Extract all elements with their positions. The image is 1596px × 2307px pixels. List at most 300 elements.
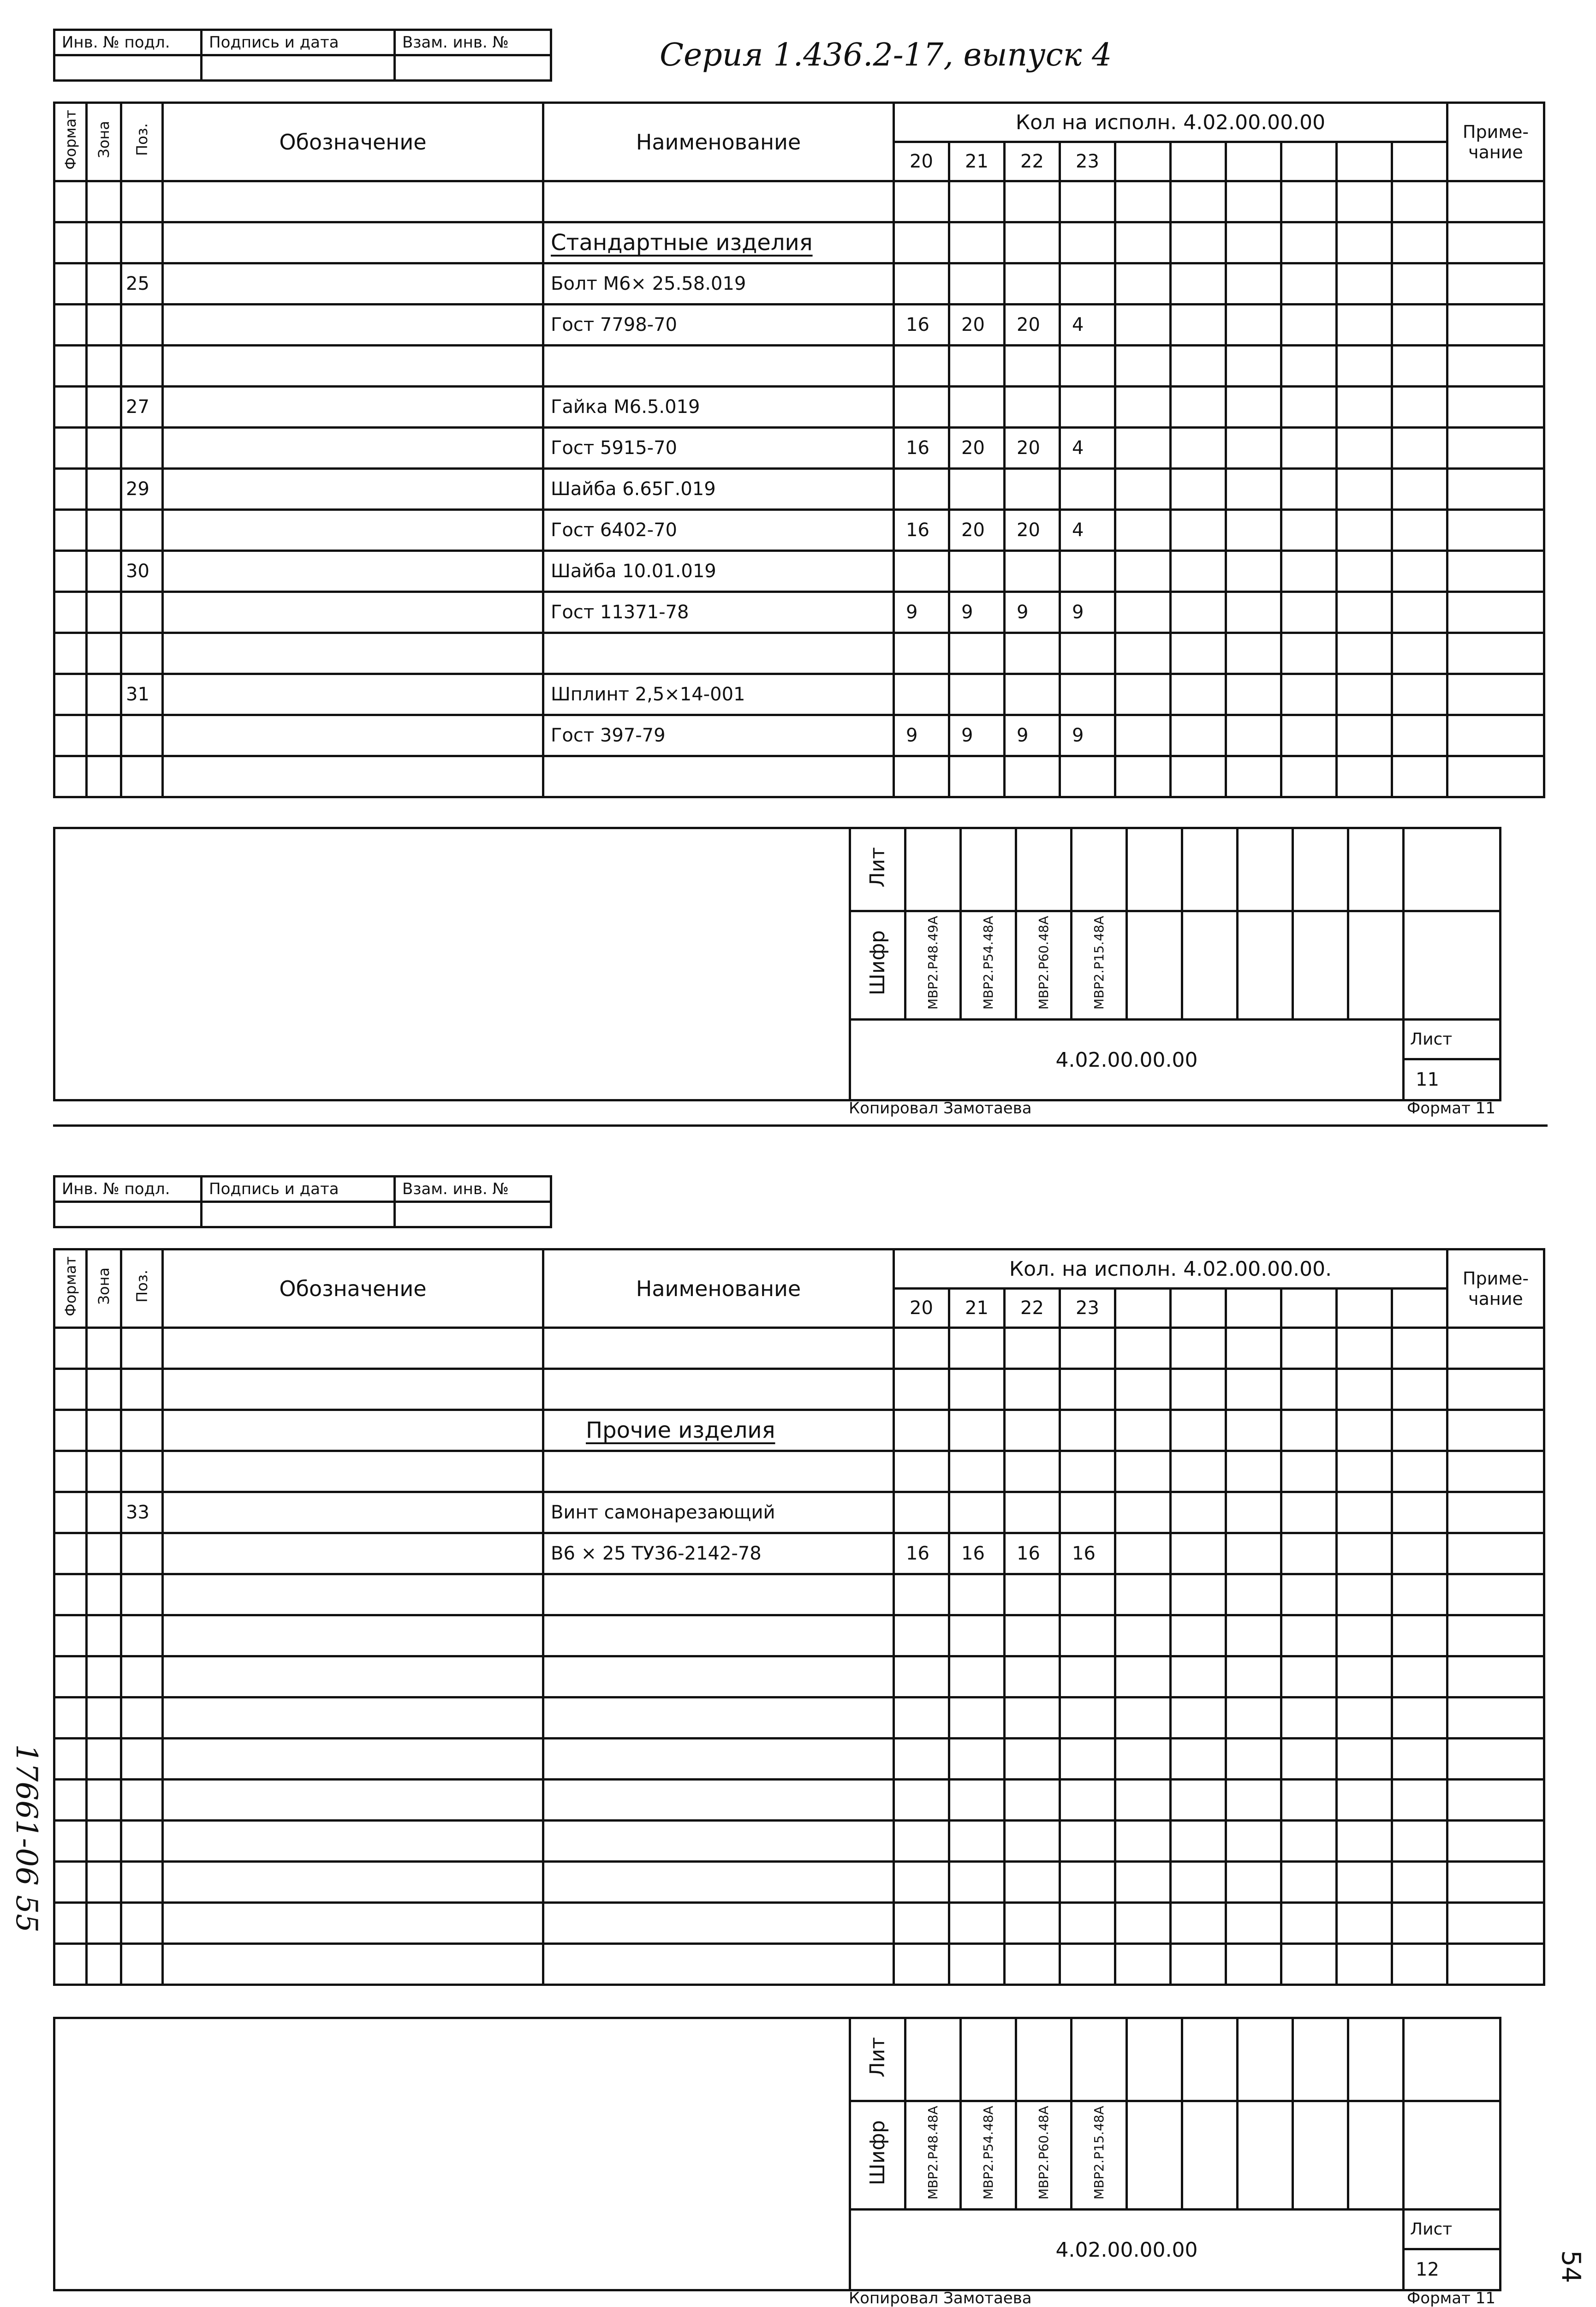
list-label: Лист — [1405, 1021, 1499, 1060]
row-cell — [54, 592, 87, 633]
row-cell — [1447, 222, 1544, 263]
row-cell — [54, 305, 87, 346]
row-cell — [163, 674, 543, 715]
row-cell — [1337, 1780, 1392, 1821]
row-cell — [87, 1492, 121, 1533]
row-cell — [1171, 592, 1226, 633]
lit-cell — [1293, 828, 1348, 911]
row-cell — [1392, 1656, 1447, 1697]
row-cell — [163, 1821, 543, 1862]
row-pos — [121, 1697, 163, 1739]
row-cell — [87, 592, 121, 633]
section-title: Стандартные изделия — [551, 230, 813, 256]
shifr-code — [1182, 2101, 1238, 2210]
row-cell — [1171, 469, 1226, 510]
variant-header — [1226, 142, 1281, 181]
row-cell — [1281, 305, 1337, 346]
row-name: Гост 6402-70 — [543, 510, 894, 551]
row-qty: 16 — [949, 1533, 1005, 1574]
row-name — [543, 1656, 894, 1697]
row-cell — [1115, 1862, 1171, 1903]
shifr-text: Шифр — [866, 2120, 889, 2186]
row-qty — [894, 1492, 949, 1533]
row-cell — [1115, 1780, 1171, 1821]
row-cell — [1337, 1821, 1392, 1862]
row-pos — [121, 1862, 163, 1903]
row-cell — [1171, 1697, 1226, 1739]
row-cell — [54, 1451, 87, 1492]
variant-header: 22 — [1005, 1289, 1060, 1328]
stamp-label: Инв. № подл. — [54, 30, 202, 55]
shifr-code — [1238, 2101, 1293, 2210]
row-name: Шайба 10.01.019 — [543, 551, 894, 592]
row-cell — [54, 1903, 87, 1944]
lit-text: Лит — [866, 847, 889, 888]
row-cell — [54, 756, 87, 797]
row-cell — [1226, 1739, 1281, 1780]
row-pos: 25 — [121, 263, 163, 305]
table-row — [54, 1903, 1544, 1944]
row-cell — [54, 551, 87, 592]
variant-header: 20 — [894, 142, 949, 181]
header-zone-text: Зона — [95, 121, 113, 158]
row-cell — [54, 181, 87, 222]
list-label: Лист — [1405, 2211, 1499, 2250]
row-cell — [1281, 674, 1337, 715]
row-cell — [1281, 469, 1337, 510]
lit-cell — [905, 2018, 961, 2101]
row-pos — [121, 1533, 163, 1574]
row-cell — [163, 1410, 543, 1451]
row-cell — [1337, 1656, 1392, 1697]
variant-header: 21 — [949, 142, 1005, 181]
stamp-label: Инв. № подл. — [54, 1177, 202, 1202]
row-cell — [1337, 592, 1392, 633]
row-pos — [121, 346, 163, 387]
row-qty — [949, 1451, 1005, 1492]
row-cell — [87, 1862, 121, 1903]
row-cell — [1115, 1410, 1171, 1451]
row-qty — [1060, 1739, 1115, 1780]
row-name — [543, 1697, 894, 1739]
stamp-cell — [54, 55, 202, 81]
row-qty: 9 — [1005, 715, 1060, 756]
row-qty — [894, 674, 949, 715]
row-name — [543, 1410, 894, 1451]
variant-header: 21 — [949, 1289, 1005, 1328]
row-cell — [54, 715, 87, 756]
lit-label — [850, 2018, 905, 2101]
row-pos — [121, 181, 163, 222]
table-row — [54, 510, 1544, 551]
row-qty — [1060, 1615, 1115, 1656]
row-name — [543, 1862, 894, 1903]
row-pos: 29 — [121, 469, 163, 510]
row-cell — [1392, 1615, 1447, 1656]
row-cell — [54, 222, 87, 263]
row-qty — [1060, 1903, 1115, 1944]
row-qty: 9 — [1060, 715, 1115, 756]
row-qty — [949, 222, 1005, 263]
row-cell — [1337, 469, 1392, 510]
row-qty: 20 — [1005, 510, 1060, 551]
row-cell — [1392, 1410, 1447, 1451]
row-cell — [1392, 1492, 1447, 1533]
row-cell — [1281, 551, 1337, 592]
row-pos — [121, 1944, 163, 1985]
section-title: Прочие изделия — [586, 1417, 775, 1443]
row-qty — [1060, 181, 1115, 222]
row-qty — [894, 1451, 949, 1492]
lit-cell — [1127, 828, 1182, 911]
row-name: Гост 11371-78 — [543, 592, 894, 633]
row-qty: 16 — [894, 510, 949, 551]
row-name — [543, 346, 894, 387]
row-qty — [1060, 387, 1115, 428]
row-cell — [163, 1739, 543, 1780]
row-cell — [163, 1328, 543, 1369]
row-qty — [1005, 263, 1060, 305]
series-title: Серия 1.436.2-17, выпуск 4 — [660, 37, 1112, 73]
row-qty — [1005, 1862, 1060, 1903]
row-cell — [1281, 1821, 1337, 1862]
row-name — [543, 1615, 894, 1656]
row-cell — [1392, 756, 1447, 797]
row-cell — [1281, 1862, 1337, 1903]
row-qty — [894, 263, 949, 305]
row-cell — [1447, 1697, 1544, 1739]
row-cell — [1337, 1410, 1392, 1451]
row-qty: 4 — [1060, 305, 1115, 346]
row-cell — [1171, 181, 1226, 222]
row-cell — [1392, 387, 1447, 428]
row-cell — [163, 1780, 543, 1821]
table-row — [54, 1862, 1544, 1903]
row-pos — [121, 1328, 163, 1369]
row-cell — [1447, 1369, 1544, 1410]
row-cell — [1281, 592, 1337, 633]
row-qty: 9 — [1060, 592, 1115, 633]
row-cell — [87, 1410, 121, 1451]
shifr-code — [1182, 911, 1238, 1020]
row-cell — [1226, 1656, 1281, 1697]
doc-number: 4.02.00.00.00 — [850, 2210, 1404, 2290]
row-cell — [163, 510, 543, 551]
row-qty — [949, 469, 1005, 510]
row-qty — [894, 1903, 949, 1944]
lit-text: Лит — [866, 2037, 889, 2078]
row-qty — [1005, 1739, 1060, 1780]
row-cell — [1115, 1615, 1171, 1656]
table-row — [54, 1492, 1544, 1533]
row-cell — [87, 263, 121, 305]
lit-cell — [1293, 2018, 1348, 2101]
variant-header — [1171, 142, 1226, 181]
row-qty: 9 — [894, 592, 949, 633]
row-cell — [1115, 305, 1171, 346]
row-cell — [1281, 1656, 1337, 1697]
row-cell — [1226, 1328, 1281, 1369]
row-qty: 4 — [1060, 428, 1115, 469]
row-cell — [1447, 551, 1544, 592]
row-cell — [1226, 428, 1281, 469]
row-cell — [1447, 181, 1544, 222]
variant-header — [1115, 142, 1171, 181]
header-note: Приме- чание — [1447, 103, 1544, 181]
list-cell — [1404, 2210, 1501, 2290]
row-qty: 20 — [949, 305, 1005, 346]
row-cell — [1171, 715, 1226, 756]
row-qty — [1005, 1492, 1060, 1533]
row-cell — [1171, 387, 1226, 428]
row-cell — [87, 222, 121, 263]
row-cell — [1115, 756, 1171, 797]
row-cell — [1392, 715, 1447, 756]
row-qty — [894, 222, 949, 263]
row-pos — [121, 1656, 163, 1697]
row-cell — [1226, 222, 1281, 263]
variant-header — [1281, 1289, 1337, 1328]
row-qty — [949, 387, 1005, 428]
table-row — [54, 387, 1544, 428]
row-cell — [1447, 1656, 1544, 1697]
row-cell — [163, 1533, 543, 1574]
row-qty — [894, 1739, 949, 1780]
row-qty — [894, 1780, 949, 1821]
row-name: Гост 5915-70 — [543, 428, 894, 469]
row-cell — [1392, 1903, 1447, 1944]
table-row — [54, 1780, 1544, 1821]
header-qty: Кол на исполн. 4.02.00.00.00 — [894, 103, 1447, 142]
row-cell — [1226, 674, 1281, 715]
row-cell — [1171, 1862, 1226, 1903]
row-qty — [949, 263, 1005, 305]
header-format-text: Формат — [61, 109, 79, 170]
shifr-text: Шифр — [866, 930, 889, 996]
row-cell — [87, 1369, 121, 1410]
row-cell — [1281, 1944, 1337, 1985]
row-cell — [163, 181, 543, 222]
row-cell — [1281, 346, 1337, 387]
row-name: В6 × 25 ТУ36-2142-78 — [543, 1533, 894, 1574]
page-corner-number: 54 — [1556, 2250, 1586, 2283]
row-cell — [1281, 1369, 1337, 1410]
row-cell — [1337, 346, 1392, 387]
lit-cell — [961, 2018, 1016, 2101]
row-qty — [1005, 1780, 1060, 1821]
shifr-label — [850, 2101, 905, 2210]
row-pos — [121, 222, 163, 263]
row-qty — [1005, 1821, 1060, 1862]
row-cell — [1392, 1780, 1447, 1821]
row-cell — [1337, 1533, 1392, 1574]
row-cell — [1281, 633, 1337, 674]
row-cell — [1337, 756, 1392, 797]
row-cell — [1171, 551, 1226, 592]
row-cell — [1392, 222, 1447, 263]
stamp-cell — [54, 1202, 202, 1227]
row-cell — [1115, 1739, 1171, 1780]
row-cell — [54, 263, 87, 305]
row-cell — [163, 715, 543, 756]
row-cell — [1392, 551, 1447, 592]
row-name — [543, 1451, 894, 1492]
row-cell — [1281, 510, 1337, 551]
sheet-divider — [53, 1124, 1548, 1127]
row-cell — [1115, 263, 1171, 305]
lit-cell — [1182, 2018, 1238, 2101]
row-cell — [1337, 1739, 1392, 1780]
row-qty — [894, 1369, 949, 1410]
row-cell — [1226, 1862, 1281, 1903]
stamp-cell — [202, 1202, 395, 1227]
row-qty — [1060, 1451, 1115, 1492]
shifr-code — [1127, 2101, 1182, 2210]
row-pos — [121, 633, 163, 674]
row-cell — [1281, 715, 1337, 756]
row-cell — [1392, 1451, 1447, 1492]
row-name: Гост 7798-70 — [543, 305, 894, 346]
row-cell — [1447, 1944, 1544, 1985]
stamp-cell — [395, 1202, 551, 1227]
table-row — [54, 1821, 1544, 1862]
title-block — [53, 827, 1501, 1101]
row-cell — [1171, 633, 1226, 674]
row-cell — [163, 1615, 543, 1656]
row-cell — [1447, 1780, 1544, 1821]
copied-by: Копировал Замотаева — [849, 1099, 1032, 1118]
row-cell — [163, 1451, 543, 1492]
row-qty — [1060, 674, 1115, 715]
header-format — [54, 1249, 87, 1328]
row-cell — [1337, 1862, 1392, 1903]
row-cell — [87, 551, 121, 592]
row-pos — [121, 1780, 163, 1821]
row-cell — [1392, 592, 1447, 633]
table-row — [54, 1697, 1544, 1739]
row-cell — [1447, 1903, 1544, 1944]
row-cell — [1115, 1492, 1171, 1533]
row-cell — [1447, 674, 1544, 715]
row-qty — [949, 1821, 1005, 1862]
row-cell — [87, 1328, 121, 1369]
row-cell — [1115, 1656, 1171, 1697]
row-qty — [949, 1615, 1005, 1656]
code-text: МВР2.Р60.48А — [1036, 2106, 1051, 2200]
row-cell — [1337, 1697, 1392, 1739]
lit-cell — [1404, 2018, 1501, 2101]
row-qty — [894, 181, 949, 222]
row-cell — [1171, 1656, 1226, 1697]
lit-cell — [1016, 2018, 1072, 2101]
row-qty — [949, 1328, 1005, 1369]
row-cell — [87, 633, 121, 674]
table-row — [54, 1369, 1544, 1410]
spec-table — [53, 1248, 1545, 1986]
row-qty — [1060, 1821, 1115, 1862]
row-qty — [1060, 1328, 1115, 1369]
row-name: Гайка М6.5.019 — [543, 387, 894, 428]
row-cell — [87, 715, 121, 756]
row-pos — [121, 305, 163, 346]
row-cell — [87, 756, 121, 797]
variant-header — [1337, 1289, 1392, 1328]
row-cell — [54, 1656, 87, 1697]
row-cell — [1281, 387, 1337, 428]
row-cell — [1171, 1533, 1226, 1574]
row-qty — [1060, 346, 1115, 387]
row-cell — [163, 387, 543, 428]
row-cell — [1392, 1821, 1447, 1862]
row-cell — [54, 469, 87, 510]
row-cell — [54, 387, 87, 428]
row-cell — [1392, 346, 1447, 387]
stamp-label: Подпись и дата — [202, 1177, 395, 1202]
row-qty — [949, 1903, 1005, 1944]
row-cell — [163, 1944, 543, 1985]
row-cell — [87, 1451, 121, 1492]
row-qty — [1060, 222, 1115, 263]
row-cell — [163, 1656, 543, 1697]
row-qty — [949, 1739, 1005, 1780]
code-text: МВР2.Р48.48А — [925, 2106, 941, 2200]
code-text: МВР2.Р60.48А — [1036, 916, 1051, 1010]
row-cell — [1337, 428, 1392, 469]
row-cell — [1115, 181, 1171, 222]
row-qty: 9 — [1005, 592, 1060, 633]
row-cell — [87, 1821, 121, 1862]
row-cell — [163, 428, 543, 469]
table-row — [54, 715, 1544, 756]
row-qty — [894, 1862, 949, 1903]
row-cell — [1171, 1903, 1226, 1944]
row-qty — [1005, 756, 1060, 797]
row-cell — [1226, 387, 1281, 428]
row-qty — [894, 1615, 949, 1656]
row-qty — [1005, 1574, 1060, 1615]
row-cell — [1337, 1328, 1392, 1369]
row-cell — [1337, 263, 1392, 305]
row-cell — [1115, 674, 1171, 715]
row-qty: 16 — [1060, 1533, 1115, 1574]
row-qty — [1005, 1369, 1060, 1410]
row-qty — [1005, 1656, 1060, 1697]
table-row — [54, 1656, 1544, 1697]
row-cell — [87, 510, 121, 551]
row-cell — [1337, 1369, 1392, 1410]
row-cell — [1447, 1328, 1544, 1369]
row-cell — [87, 674, 121, 715]
row-cell — [163, 1903, 543, 1944]
row-name — [543, 1328, 894, 1369]
variant-header: 20 — [894, 1289, 949, 1328]
row-qty — [1005, 674, 1060, 715]
row-cell — [1115, 1451, 1171, 1492]
row-pos: 30 — [121, 551, 163, 592]
row-qty — [894, 633, 949, 674]
spec-table — [53, 102, 1545, 798]
shifr-code — [961, 911, 1016, 1020]
row-cell — [1447, 1574, 1544, 1615]
row-name — [543, 1369, 894, 1410]
row-cell — [1115, 1328, 1171, 1369]
row-cell — [1226, 1369, 1281, 1410]
header-pos-text: Поз. — [133, 1270, 151, 1303]
header-pos-text: Поз. — [133, 123, 151, 156]
row-qty: 16 — [1005, 1533, 1060, 1574]
header-zone-text: Зона — [95, 1267, 113, 1305]
row-cell — [1171, 1451, 1226, 1492]
